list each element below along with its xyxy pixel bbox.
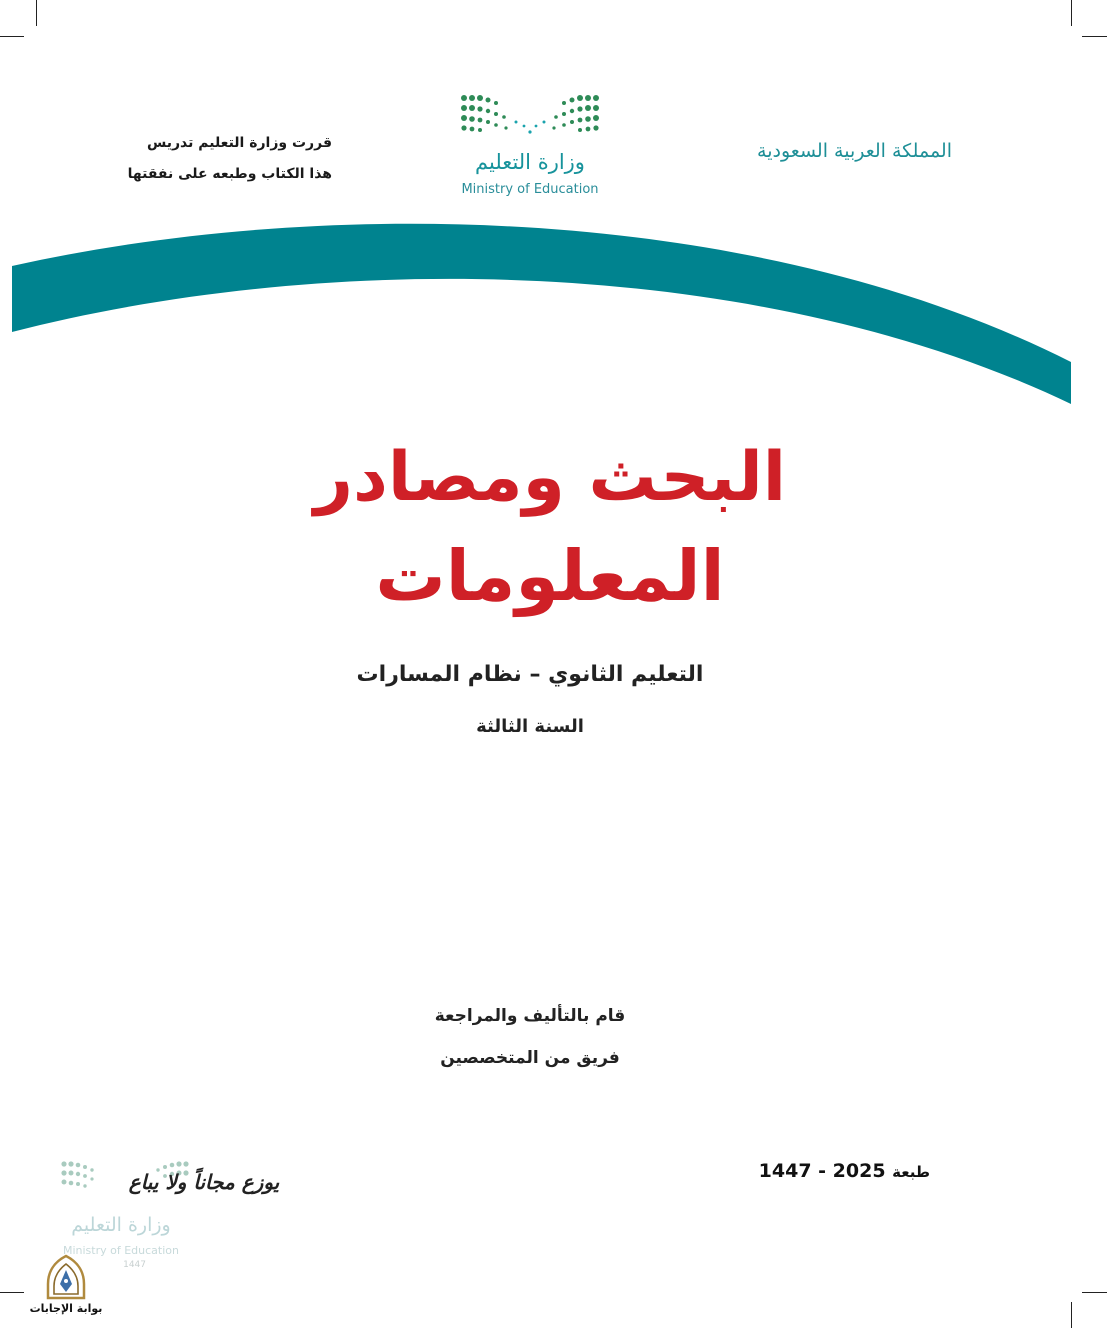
pen-nib-icon [44, 1254, 88, 1302]
site-watermark [26, 1254, 106, 1320]
book-title-line-2: المعلومات [375, 535, 725, 617]
edition-label: طبعة [892, 1163, 930, 1181]
book-title-line-1: البحث ومصادر [313, 438, 787, 517]
footer-ministry-english: Ministry of Education [62, 1244, 179, 1257]
crop-mark [1082, 1292, 1107, 1293]
footer-ministry-arabic: وزارة التعليم [71, 1214, 171, 1236]
crop-mark [1071, 1302, 1072, 1328]
watermark-text: بوابة الإجابات [29, 1302, 103, 1315]
ministry-name-arabic: وزارة التعليم [475, 150, 585, 174]
authors-line-2: فريق من المتخصصين [440, 1048, 620, 1068]
authors-line-1: قام بالتأليف والمراجعة [434, 1006, 626, 1026]
grade-level: السنة الثالثة [476, 716, 584, 737]
ministry-name-english: Ministry of Education [461, 182, 599, 197]
teal-arc-band [0, 0, 1107, 420]
crop-mark [0, 1292, 24, 1293]
edition [740, 1160, 930, 1182]
free-distribution-motto: يوزع مجاناً ولا يباع [128, 1170, 280, 1194]
approval-line-1: قررت وزارة التعليم تدريس [146, 135, 332, 151]
kingdom-name: المملكة العربية السعودية [757, 140, 952, 162]
edition-year: 1447 - 2025 [758, 1160, 886, 1182]
footer-year: 1447 [123, 1260, 146, 1270]
book-subtitle: التعليم الثانوي – نظام المسارات [356, 662, 704, 687]
approval-line-2: هذا الكتاب وطبعه على نفقتها [127, 166, 332, 182]
